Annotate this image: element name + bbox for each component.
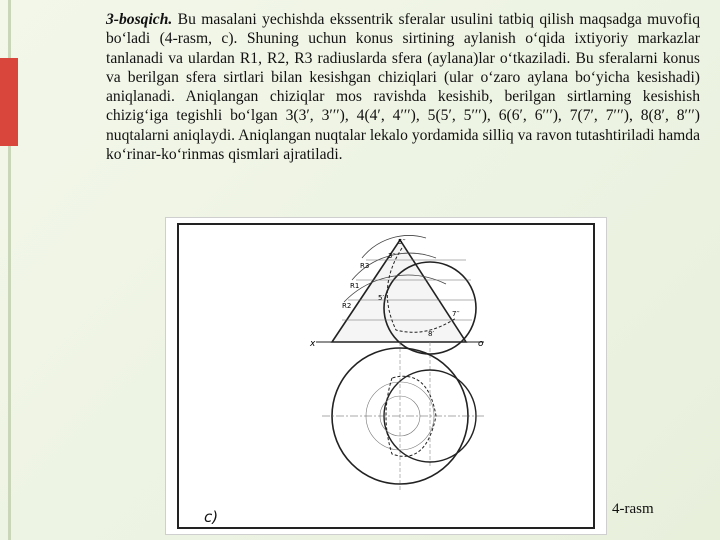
point-label: 5′: [378, 294, 385, 302]
left-rail-decoration: [0, 0, 22, 540]
point-label: 8′: [428, 330, 435, 338]
point-label: R3: [360, 262, 370, 270]
body-paragraph: [106, 10, 700, 164]
panel-label: c): [204, 508, 219, 526]
cone-front-view: [332, 240, 466, 342]
technical-drawing: [166, 218, 606, 534]
point-label: 5′′: [398, 238, 406, 246]
figure-caption: 4-rasm: [612, 501, 654, 517]
point-label: 7′′: [452, 310, 460, 318]
point-label: R1: [350, 282, 360, 290]
axis-x-label: x: [310, 339, 316, 349]
paragraph-text: Bu masalani yechishda ekssentrik sferalar usulini tatbiq qilish maqsadga muvofiq bo‘ladi (4-rasm, c). Shuning uchun konus sirtining aylanish o‘qida ixtiyoriy markazlar tanlanadi va ulardan R1, R2, R3 radiuslarda sfera (aylana)lar o‘tkaziladi. Bu sferalarni konus va berilgan sfera sirtlari bilan kesishgan chiziqlari (ular o‘zaro aylana bo‘yicha kesishadi) aniqlanadi. Aniqlangan chiziqlar mos ravishda kesishib, berilgan sirtlarning kesishish chizig‘iga tegishli bo‘lgan 3(3′, 3′′′), 4(4′, 4′′′), 5(5′, 5′′′), 6(6′, 6′′′), 7(7′, 7′′′), 8(8′, 8′′′) nuqtalarni aniqlaydi. Aniqlangan nuqtalar lekalo yordamida silliq va ravon tutashtiriladi hamda ko‘rinar-ko‘rinmas qismlari ajratiladi.: [106, 11, 700, 164]
accent-tab: [0, 58, 18, 146]
step-heading: 3-bosqich.: [106, 11, 173, 28]
point-label: 3′′: [388, 252, 396, 260]
point-label: R2: [342, 302, 352, 310]
axis-o-label: o: [478, 339, 484, 349]
drawing-canvas: [166, 218, 606, 534]
